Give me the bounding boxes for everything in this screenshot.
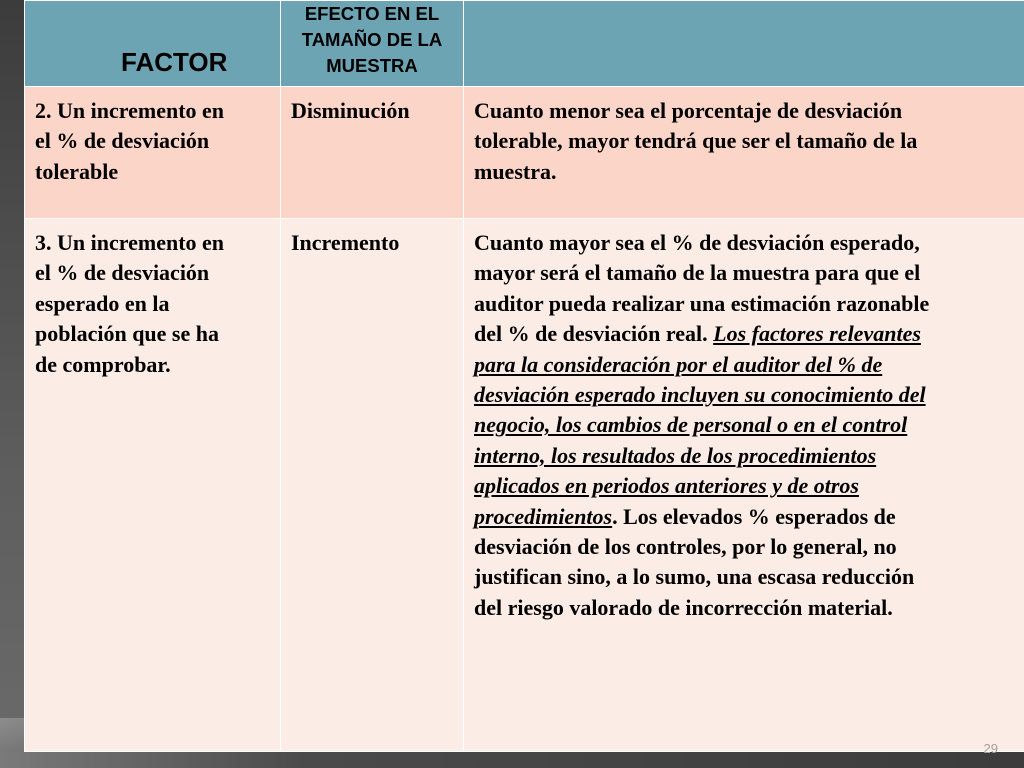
description-line: auditor pueda realizar una estimación razonable (474, 290, 930, 316)
description-line: del riesgo valorado de incorrección material. (474, 594, 893, 620)
description-text: del % de desviación real. (474, 321, 714, 347)
header-description-cell (464, 1, 1024, 87)
factor-line: de comprobar. (35, 351, 171, 377)
factor-line: 3. Un incremento en (35, 230, 225, 255)
emphasized-text: Los factores relevantes (713, 321, 921, 347)
description-line-with-emphasis (474, 502, 1020, 532)
description-line: muestra. (474, 158, 557, 184)
table-header-row (25, 1, 1024, 87)
description-line: Cuanto mayor sea el % de desviación esperado, (474, 230, 920, 255)
emphasized-line: negocio, los cambios de personal o en el control (474, 412, 908, 438)
row3-factor (25, 219, 280, 380)
header-effect-line: TAMAÑO DE LA (301, 29, 443, 50)
description-line: mayor será el tamaño de la muestra para que el (474, 260, 921, 286)
row2-factor-cell (25, 87, 281, 219)
description-line: justifican sino, a lo sumo, una escasa reducción (474, 564, 915, 590)
factor-line: población que se ha (35, 321, 219, 347)
row3-effect: Incremento (291, 230, 400, 255)
slide-bottom-frame (0, 752, 1024, 768)
header-effect-cell (281, 1, 464, 87)
emphasized-text: procedimientos (474, 503, 613, 529)
audit-sampling-table (24, 0, 1024, 752)
row3-effect-cell (281, 219, 464, 752)
row2-effect-cell (281, 87, 464, 219)
header-effect-line: MUESTRA (326, 55, 418, 76)
description-line: desviación de los controles, por lo general, no (474, 534, 897, 560)
emphasized-line: aplicados en periodos anteriores y de otros (474, 473, 859, 499)
emphasized-line: interno, los resultados de los procedimientos (474, 442, 877, 468)
factor-line: el % de desviación (35, 260, 210, 286)
row3-factor-cell (25, 219, 281, 752)
header-effect-line: EFECTO EN EL (304, 3, 440, 24)
row2-description-cell (464, 87, 1024, 219)
header-effect (281, 1, 463, 79)
header-factor: FACTOR (121, 47, 228, 77)
row2-effect: Disminución (291, 98, 410, 123)
row2-description (464, 87, 1024, 187)
description-line: Cuanto menor sea el porcentaje de desviación (474, 98, 903, 123)
factor-line: esperado en la (35, 290, 170, 316)
slide-left-frame (0, 0, 24, 768)
description-text: . Los elevados % esperados de (612, 503, 896, 529)
header-factor-cell (25, 1, 281, 87)
factor-line: el % de desviación (35, 128, 210, 154)
row3-description (464, 219, 1024, 623)
slide-page-number: 29 (983, 741, 998, 756)
table-row (25, 219, 1024, 752)
factor-line: 2. Un incremento en (35, 98, 225, 123)
emphasized-line: para la consideración por el auditor del % de (474, 351, 883, 377)
description-line-with-emphasis (474, 319, 1020, 349)
factor-line: tolerable (35, 158, 119, 184)
row2-factor (25, 87, 280, 187)
row3-description-cell (464, 219, 1024, 752)
table-row (25, 87, 1024, 219)
description-line: tolerable, mayor tendrá que ser el tamaño de la (474, 128, 918, 154)
emphasized-line: desviación esperado incluyen su conocimiento del (474, 382, 926, 408)
